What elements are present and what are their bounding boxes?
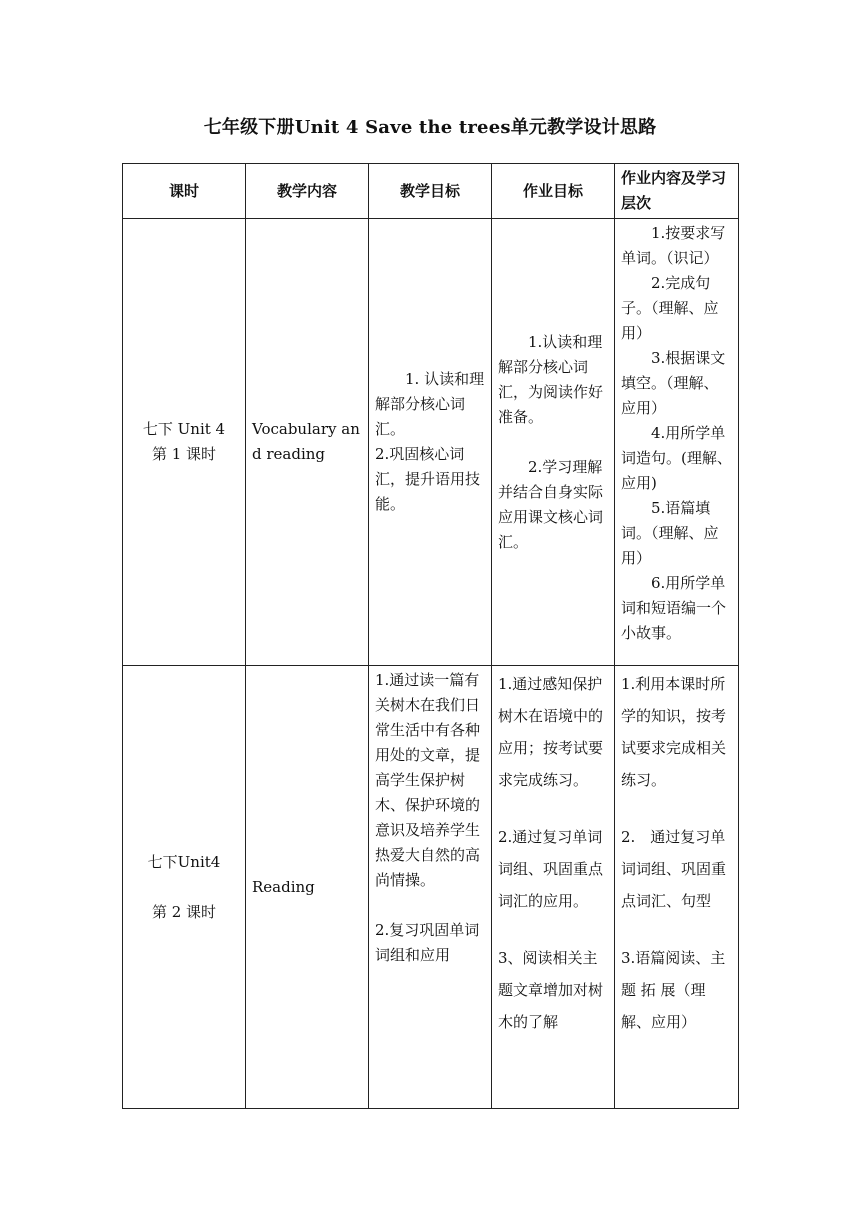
header-homework-goals: 作业目标 <box>492 164 615 219</box>
teaching-goals-cell: 1.通过读一篇有关树木在我们日常生活中有各种用处的文章，提高学生保护树木、保护环境的意识及培养学生热爱大自然的高尚情操。 2.复习巩固单词词组和应用 <box>369 666 492 1109</box>
header-teaching-goals: 教学目标 <box>369 164 492 219</box>
table-header-row <box>123 164 739 219</box>
content-cell: Vocabulary and reading <box>246 219 369 666</box>
table-row <box>123 219 739 666</box>
content-cell: Reading <box>246 666 369 1109</box>
unit-plan-table <box>122 163 739 1109</box>
lesson-cell: 七下Unit4 第 2 课时 <box>123 666 246 1109</box>
homework-goals-cell: 1.认读和理解部分核心词汇，为阅读作好准备。 2.学习理解并结合自身实际应用课文核心词汇。 <box>492 219 615 666</box>
header-homework-content: 作业内容及学习层次 <box>615 164 739 219</box>
header-lesson: 课时 <box>123 164 246 219</box>
header-content: 教学内容 <box>246 164 369 219</box>
document-title: 七年级下册Unit 4 Save the trees单元教学设计思路 <box>203 117 657 138</box>
homework-content-cell: 1.按要求写单词。（识记） 2.完成句子。（理解、应用） 3.根据课文填空。（理解、应用） 4.用所学单词造句。(理解、应用) 5.语篇填词。（理解、应用） 6.用所学单词和短语编一个小故事。 <box>615 219 739 666</box>
teaching-goals-cell: 1. 认读和理解部分核心词汇。 2.巩固核心词汇，提升语用技能。 <box>369 219 492 666</box>
table-row <box>123 666 739 1109</box>
homework-goals-cell: 1.通过感知保护树木在语境中的应用；按考试要求完成练习。 2.通过复习单词词组、巩固重点词汇的应用。 3、阅读相关主题文章增加对树木的了解 <box>492 666 615 1109</box>
lesson-cell: 七下 Unit 4 第 1 课时 <box>123 219 246 666</box>
homework-content-cell: 1.利用本课时所学的知识，按考试要求完成相关练习。 2. 通过复习单词词组、巩固重点词汇、句型 3.语篇阅读、主 题 拓 展（理 解、应用） <box>615 666 739 1109</box>
